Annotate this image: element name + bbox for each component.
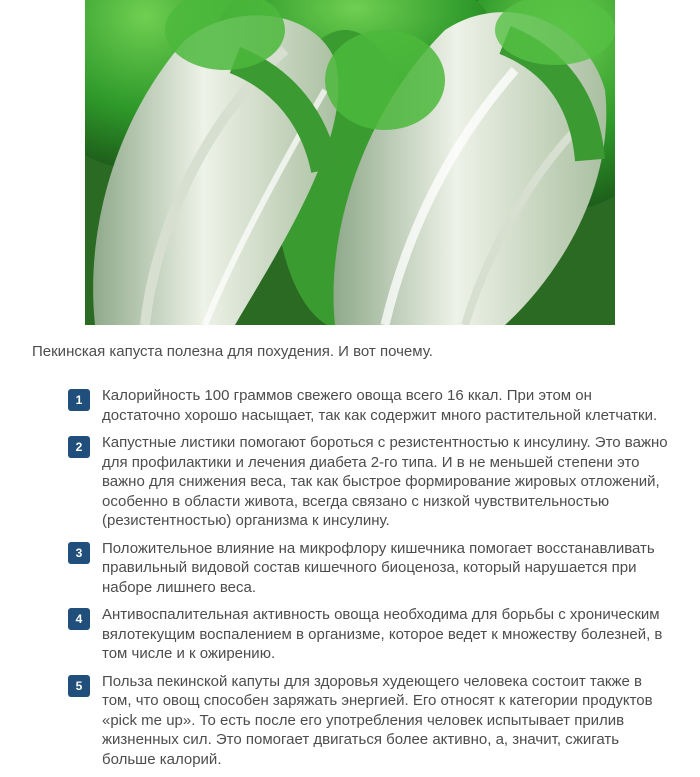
list-item bbox=[68, 539, 668, 598]
benefits-list bbox=[68, 386, 668, 777]
item-text: Положительное влияние на микрофлору кишечника помогает восстанавливать правильный видовой состав кишечного биоценоза, который нарушается при наборе лишнего веса. bbox=[102, 539, 655, 596]
intro-paragraph: Пекинская капуста полезна для похудения. И вот почему. bbox=[32, 343, 433, 360]
item-number-badge: 2 bbox=[68, 436, 90, 458]
napa-cabbage-image bbox=[85, 0, 615, 325]
item-number-badge: 5 bbox=[68, 675, 90, 697]
item-text: Капустные листики помогают бороться с резистентностью к инсулину. Это важно для профилактики и лечения диабета 2-го типа. И в не меньшей степени это важно для снижения веса, так как быстрое формирование жировых отложений, особенно в области живота, всегда связано с низкой чувствительностью (резистентностью) организма к инсулину. bbox=[102, 434, 668, 529]
list-item bbox=[68, 386, 668, 425]
item-number-badge: 1 bbox=[68, 389, 90, 411]
item-number-badge: 4 bbox=[68, 608, 90, 630]
list-item bbox=[68, 605, 668, 664]
item-text: Польза пекинской капуты для здоровья худеющего человека состоит также в том, что овощ способен заряжать энергией. Его относят к категории продуктов «pick me up». То есть после его употребления человек испытывает прилив жизненных сил. Это помогает двигаться более активно, а, значит, сжигать больше калорий. bbox=[102, 672, 653, 768]
item-text: Калорийность 100 граммов свежего овоща всего 16 ккал. При этом он достаточно хорошо насыщает, так как содержит много растительной клетчатки. bbox=[102, 387, 658, 424]
list-item bbox=[68, 433, 668, 531]
cabbage-photo bbox=[85, 0, 615, 325]
item-text: Антивоспалительная активность овоща необходима для борьбы с хроническим вялотекущим воспалением в организме, которое ведет к множеству болезней, в том числе и к ожирению. bbox=[102, 606, 663, 662]
list-item bbox=[68, 672, 668, 770]
item-number-badge: 3 bbox=[68, 542, 90, 564]
